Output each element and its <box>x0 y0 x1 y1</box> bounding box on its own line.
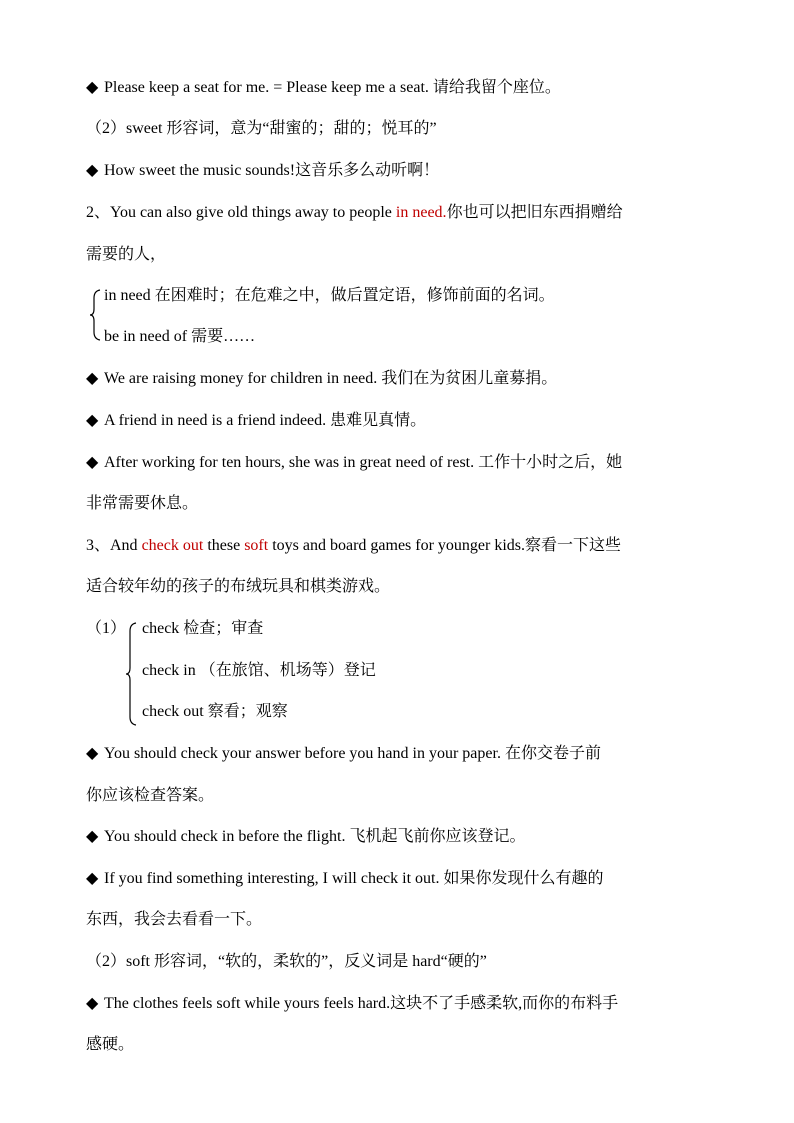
example-text: 东西，我会去看看一下。 <box>86 911 263 928</box>
phrase-item <box>104 285 555 307</box>
phrase-item <box>142 701 288 723</box>
example-continuation <box>86 493 198 515</box>
highlighted-word: soft <box>244 537 269 554</box>
example-line <box>86 826 525 848</box>
phrase-text: in need 在困难时；在危难之中，做后置定语，修饰前面的名词。 <box>104 287 555 304</box>
phrase-item <box>142 660 376 682</box>
diamond-bullet-icon: ◆ <box>86 828 99 845</box>
highlighted-phrase: in need. <box>395 204 447 221</box>
example-text: We are raising money for children in need. 我们在为贫困儿童募捐。 <box>104 370 558 387</box>
diamond-bullet-icon: ◆ <box>86 370 99 387</box>
left-brace-icon <box>88 288 102 342</box>
sentence-text: toys and board games for younger kids.察看一下这些 <box>268 537 622 554</box>
example-text: A friend in need is a friend indeed. 患难见真情。 <box>104 412 427 429</box>
example-text: After working for ten hours, she was in great need of rest. 工作十小时之后，她 <box>104 454 623 471</box>
diamond-bullet-icon: ◆ <box>86 454 99 471</box>
diamond-bullet-icon: ◆ <box>86 995 99 1012</box>
example-line <box>86 868 604 890</box>
example-text: You should check your answer before you hand in your paper. 在你交卷子前 <box>104 745 601 762</box>
phrase-item <box>104 326 255 348</box>
phrase-text: check 检查；审查 <box>142 620 264 637</box>
sentence-translation: 适合较年幼的孩子的布绒玩具和棋类游戏。 <box>86 578 391 595</box>
phrase-text: be in need of 需要…… <box>104 328 256 345</box>
sentence-text: these <box>203 537 245 554</box>
example-line <box>86 452 622 474</box>
phrase-item <box>142 618 263 640</box>
example-text: Please keep a seat for me. = Please keep me a seat. 请给我留个座位。 <box>104 79 561 96</box>
list-label <box>86 618 126 640</box>
sentence-heading <box>86 202 623 224</box>
example-text: The clothes feels soft while yours feels hard.这块不了手感柔软,而你的布料手 <box>104 995 619 1012</box>
example-line <box>86 743 601 765</box>
example-text: 感硬。 <box>86 1036 135 1053</box>
phrase-text: check in （在旅馆、机场等）登记 <box>142 662 376 679</box>
example-line <box>86 160 439 182</box>
example-continuation <box>86 909 262 931</box>
highlighted-phrase: check out <box>141 537 204 554</box>
sentence-translation: 需要的人， <box>86 246 167 263</box>
definition-text: （2）soft 形容词，“软的，柔软的”，反义词是 hard“硬的” <box>86 953 487 970</box>
left-brace-icon <box>124 621 138 727</box>
sentence-translation: 你也可以把旧东西捐赠给 <box>446 204 623 221</box>
diamond-bullet-icon: ◆ <box>86 870 99 887</box>
diamond-bullet-icon: ◆ <box>86 412 99 429</box>
phrase-text: check out 察看；观察 <box>142 703 288 720</box>
example-line <box>86 410 426 432</box>
example-text: How sweet the music sounds!这音乐多么动听啊！ <box>104 162 440 179</box>
example-line <box>86 368 557 390</box>
definition-line <box>86 951 487 973</box>
example-text: You should check in before the flight. 飞机起飞前你应该登记。 <box>104 828 526 845</box>
list-number: （1） <box>86 620 127 637</box>
sentence-heading <box>86 535 621 557</box>
sentence-text: 2、You can also give old things away to people <box>86 204 396 221</box>
diamond-bullet-icon: ◆ <box>86 745 99 762</box>
sentence-continuation <box>86 244 166 266</box>
diamond-bullet-icon: ◆ <box>86 79 99 96</box>
example-text: 你应该检查答案。 <box>86 787 215 804</box>
example-text: If you find something interesting, I will check it out. 如果你发现什么有趣的 <box>104 870 604 887</box>
example-text: 非常需要休息。 <box>86 495 199 512</box>
definition-text: （2）sweet 形容词，意为“甜蜜的；甜的；悦耳的” <box>86 120 437 137</box>
example-continuation <box>86 785 214 807</box>
example-continuation <box>86 1034 134 1056</box>
sentence-continuation <box>86 576 390 598</box>
definition-line <box>86 118 437 140</box>
sentence-text: 3、And <box>86 537 142 554</box>
example-line <box>86 77 561 99</box>
diamond-bullet-icon: ◆ <box>86 162 99 179</box>
example-line <box>86 993 618 1015</box>
